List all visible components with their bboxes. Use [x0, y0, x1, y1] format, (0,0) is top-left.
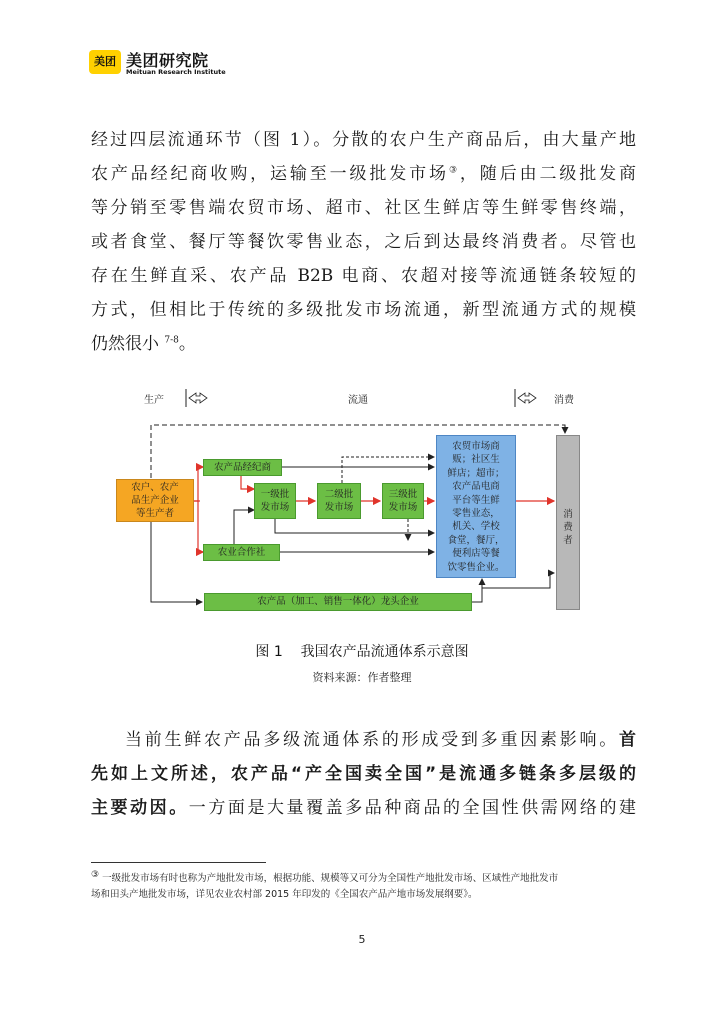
- coop-box: 农业合作社: [203, 544, 280, 561]
- para2-line-3: [91, 791, 636, 825]
- farmers-box: [116, 479, 194, 522]
- retail-line: 农贸市场商: [452, 441, 500, 452]
- retail-line: 机关、学校: [452, 521, 500, 533]
- para2-line-1-bold: 首: [619, 730, 636, 750]
- wholesale-3-box: [382, 483, 424, 519]
- arrow-broker-w1: [241, 476, 254, 489]
- para1-line-7: [91, 327, 636, 361]
- arrow-farmer-leading: [151, 522, 202, 602]
- farmers-line: 农户、农产: [131, 482, 179, 493]
- retail-line: 农产品电商: [452, 481, 500, 493]
- retail-line: 零售业态，: [452, 508, 500, 520]
- leading-enterprise-box: 农产品（加工、销售一体化）龙头企业: [204, 593, 472, 611]
- logo-mark: 美团: [89, 50, 121, 74]
- para2-line-2: 先如上文所述，农产品“产全国卖全国”是流通多链条多层级的: [91, 764, 636, 784]
- brand-name-en: Meituan Research Institute: [126, 68, 226, 76]
- wholesale-2-line: 二级批: [324, 489, 354, 500]
- retail-box: [436, 435, 516, 578]
- retail-line: 食堂，餐厅，: [447, 534, 505, 546]
- para2-line-3-bold: 主要动因。: [91, 798, 189, 818]
- farmers-line: 品生产企业: [131, 495, 179, 506]
- para1-line-2-a: 农产品经纪商收购，运输至一级批发市场: [91, 164, 449, 184]
- para1-line-3: 等分销至零售端农贸市场、超市、社区生鲜店等生鲜零售终端，: [91, 198, 636, 218]
- wholesale-3-line: 发市场: [388, 502, 418, 513]
- footnote: [91, 871, 636, 903]
- footnote-divider: [91, 862, 266, 863]
- retail-line: 平台等生鲜: [452, 494, 500, 506]
- retail-line: 贩；社区生: [452, 454, 500, 466]
- wholesale-2-line: 发市场: [324, 502, 354, 513]
- para1-line-4: 或者食堂、餐厅等餐饮零售业态，之后到达最终消费者。尽管也: [91, 232, 636, 252]
- para1-line-2: [91, 157, 636, 191]
- para1-line-1: 经过四层流通环节（图 1）。分散的农户生产商品后，由大量产地: [91, 130, 636, 150]
- paragraph-1: [91, 123, 636, 361]
- arrow-w2-retail-dashed: [342, 457, 434, 483]
- wholesale-1-line: 发市场: [260, 502, 290, 513]
- footnote-line-2: 场和田头产地批发市场，详见农业农村部 2015 年印发的《全国农产品产地市场发展纲要》。: [91, 889, 478, 900]
- wholesale-1-box: [254, 483, 296, 519]
- para1-line-5: 存在生鲜直采、农产品 B2B 电商、农超对接等流通链条较短的: [91, 266, 636, 286]
- arrow-farmer-broker: [194, 467, 203, 501]
- para2-line-3-text: 一方面是大量覆盖多品种商品的全国性供需网络的建: [188, 798, 636, 818]
- wholesale-2-box: [317, 483, 361, 519]
- footnote-ref: ③: [448, 165, 460, 176]
- consumer-box: [556, 435, 580, 610]
- brand-name-cn: 美团研究院: [126, 51, 209, 70]
- consumer-char: 消: [563, 509, 573, 520]
- double-arrow-icon: [518, 393, 536, 403]
- double-arrow-icon: [189, 393, 207, 403]
- page-number: 5: [358, 933, 366, 946]
- wholesale-1-line: 一级批: [260, 489, 290, 500]
- retail-line: 鲜店；超市；: [447, 467, 505, 479]
- footnote-line-1-text: 一级批发市场有时也称为产地批发市场，根据功能、规模等又可分为全国性产地批发市场、区域性产地批发市: [99, 873, 559, 884]
- arrow-w1-retail: [275, 519, 434, 533]
- para2-line-1-text: 当前生鲜农产品多级流通体系的形成受到多重因素影响。: [125, 730, 619, 750]
- wholesale-3-line: 三级批: [388, 489, 418, 500]
- farmers-line: 等生产者: [135, 508, 174, 519]
- citation: 7-8: [164, 335, 179, 346]
- para1-line-7-end: 。: [178, 334, 196, 354]
- arrow-coop-w1: [234, 510, 254, 545]
- retail-line: 便利店等餐: [452, 548, 500, 560]
- stage-circulation: 流通: [348, 395, 368, 406]
- consumer-char: 费: [563, 522, 573, 533]
- circulation-diagram: [110, 383, 610, 623]
- footnote-line-1: [91, 871, 636, 887]
- para2-line-1: [91, 723, 636, 757]
- paragraph-2: [91, 723, 636, 825]
- stage-production: 生产: [144, 395, 164, 406]
- consumer-char: 者: [563, 535, 573, 546]
- retail-line: 饮零售企业。: [447, 561, 505, 573]
- figure-source: 资料来源：作者整理: [312, 671, 412, 684]
- footnote-mark: ③: [91, 869, 100, 880]
- broker-box: 农产品经纪商: [203, 459, 282, 476]
- para1-line-7-text: 仍然很小: [91, 334, 159, 354]
- stage-consumption: 消费: [554, 395, 574, 406]
- para1-line-6: 方式，但相比于传统的多级批发市场流通，新型流通方式的规模: [91, 300, 636, 320]
- figure-caption: 图 1 我国农产品流通体系示意图: [255, 644, 469, 660]
- para1-line-2-b: ，随后由二级批发商: [459, 164, 636, 184]
